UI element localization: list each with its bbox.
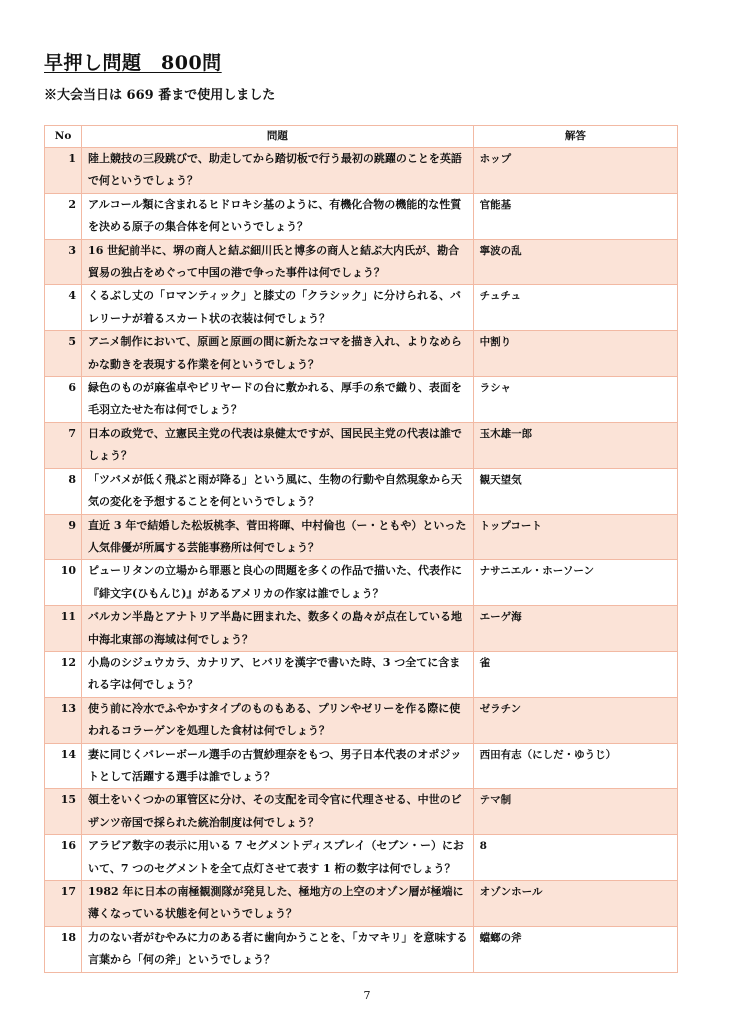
question-number: 9 [45,514,82,560]
question-text: 直近 3 年で結婚した松坂桃李、菅田将暉、中村倫也（ー・ともや）といった人気俳優が所属する芸能事務所は何でしょう？ [82,514,474,560]
question-number: 5 [45,331,82,377]
question-number: 14 [45,743,82,789]
answer-text: ゼラチン [473,697,677,743]
answer-text: 雀 [473,651,677,697]
question-number: 2 [45,193,82,239]
question-text: アニメ制作において、原画と原画の間に新たなコマを描き入れ、よりなめらかな動きを表現する作業を何というでしょう？ [82,331,474,377]
table-row [45,697,678,743]
question-number: 8 [45,468,82,514]
question-text: 陸上競技の三段跳びで、助走してから踏切板で行う最初の跳躍のことを英語で何というでしょう？ [82,148,474,194]
answer-text: 西田有志（にしだ・ゆうじ） [473,743,677,789]
answer-text: 8 [473,835,677,881]
question-number: 17 [45,881,82,927]
answer-text: 寧波の乱 [473,239,677,285]
table-row [45,926,678,972]
answer-text: エーゲ海 [473,606,677,652]
question-text: ピューリタンの立場から罪悪と良心の問題を多くの作品で描いた、代表作に『緋文字(ひもんじ)』があるアメリカの作家は誰でしょう？ [82,560,474,606]
question-number: 15 [45,789,82,835]
question-text: 小鳥のシジュウカラ、カナリア、ヒバリを漢字で書いた時、3 つ全てに含まれる字は何でしょう？ [82,651,474,697]
question-number: 16 [45,835,82,881]
table-row [45,193,678,239]
question-text: 「ツバメが低く飛ぶと雨が降る」という風に、生物の行動や自然現象から天気の変化を予想することを何というでしょう？ [82,468,474,514]
question-text: 力のない者がむやみに力のある者に歯向かうことを、「カマキリ」を意味する言葉から「何の斧」というでしょう？ [82,926,474,972]
answer-text: オゾンホール [473,881,677,927]
table-header-row [45,126,678,148]
table-row [45,743,678,789]
header-question: 問題 [82,126,474,148]
question-number: 3 [45,239,82,285]
answer-text: 官能基 [473,193,677,239]
table-row [45,285,678,331]
page-number: 7 [363,989,371,1002]
question-text: アルコール類に含まれるヒドロキシ基のように、有機化合物の機能的な性質を決める原子の集合体を何というでしょう？ [82,193,474,239]
question-text: 領土をいくつかの軍管区に分け、その支配を司令官に代理させる、中世のビザンツ帝国で採られた統治制度は何でしょう？ [82,789,474,835]
table-row [45,514,678,560]
answer-text: テマ制 [473,789,677,835]
question-number: 12 [45,651,82,697]
answer-text: チュチュ [473,285,677,331]
answer-text: ラシャ [473,377,677,423]
question-number: 18 [45,926,82,972]
table-row [45,377,678,423]
answer-text: 中割り [473,331,677,377]
table-row [45,881,678,927]
answer-text: 観天望気 [473,468,677,514]
table-row [45,651,678,697]
answer-text: 蟷螂の斧 [473,926,677,972]
question-text: 緑色のものが麻雀卓やビリヤードの台に敷かれる、厚手の糸で織り、表面を毛羽立たせた布は何でしょう？ [82,377,474,423]
question-text: くるぶし丈の「ロマンティック」と膝丈の「クラシック」に分けられる、バレリーナが着るスカート状の衣装は何でしょう？ [82,285,474,331]
table-row [45,239,678,285]
question-text: 16 世紀前半に、堺の商人と結ぶ細川氏と博多の商人と結ぶ大内氏が、勘合貿易の独占をめぐって中国の港で争った事件は何でしょう？ [82,239,474,285]
quiz-table-body [45,148,678,973]
table-row [45,835,678,881]
question-number: 7 [45,422,82,468]
question-text: 日本の政党で、立憲民主党の代表は泉健太ですが、国民民主党の代表は誰でしょう？ [82,422,474,468]
table-row [45,468,678,514]
header-answer: 解答 [473,126,677,148]
quiz-table [44,125,678,973]
question-text: バルカン半島とアナトリア半島に囲まれた、数多くの島々が点在している地中海北東部の海域は何でしょう？ [82,606,474,652]
table-row [45,422,678,468]
question-text: アラビア数字の表示に用いる 7 セグメントディスプレイ（セブン・ー）において、7 つのセグメントを全て点灯させて表す 1 桁の数字は何でしょう？ [82,835,474,881]
table-row [45,331,678,377]
header-no: No [45,126,82,148]
question-text: 1982 年に日本の南極観測隊が発見した、極地方の上空のオゾン層が極端に薄くなっている状態を何というでしょう？ [82,881,474,927]
question-number: 6 [45,377,82,423]
question-number: 13 [45,697,82,743]
answer-text: ナサニエル・ホーソーン [473,560,677,606]
question-text: 使う前に冷水でふやかすタイプのものもある、プリンやゼリーを作る際に使われるコラーゲンを処理した食材は何でしょう？ [82,697,474,743]
answer-text: トップコート [473,514,677,560]
answer-text: 玉木雄一郎 [473,422,677,468]
answer-text: ホップ [473,148,677,194]
table-row [45,148,678,194]
question-number: 4 [45,285,82,331]
document-subtitle: ※大会当日は 669 番まで使用しました [44,88,276,103]
table-row [45,606,678,652]
question-text: 妻に同じくバレーボール選手の古賀紗理奈をもつ、男子日本代表のオポジットとして活躍する選手は誰でしょう？ [82,743,474,789]
document-title: 早押し問題 800問 [44,52,222,74]
question-number: 1 [45,148,82,194]
question-number: 11 [45,606,82,652]
table-row [45,560,678,606]
table-row [45,789,678,835]
question-number: 10 [45,560,82,606]
